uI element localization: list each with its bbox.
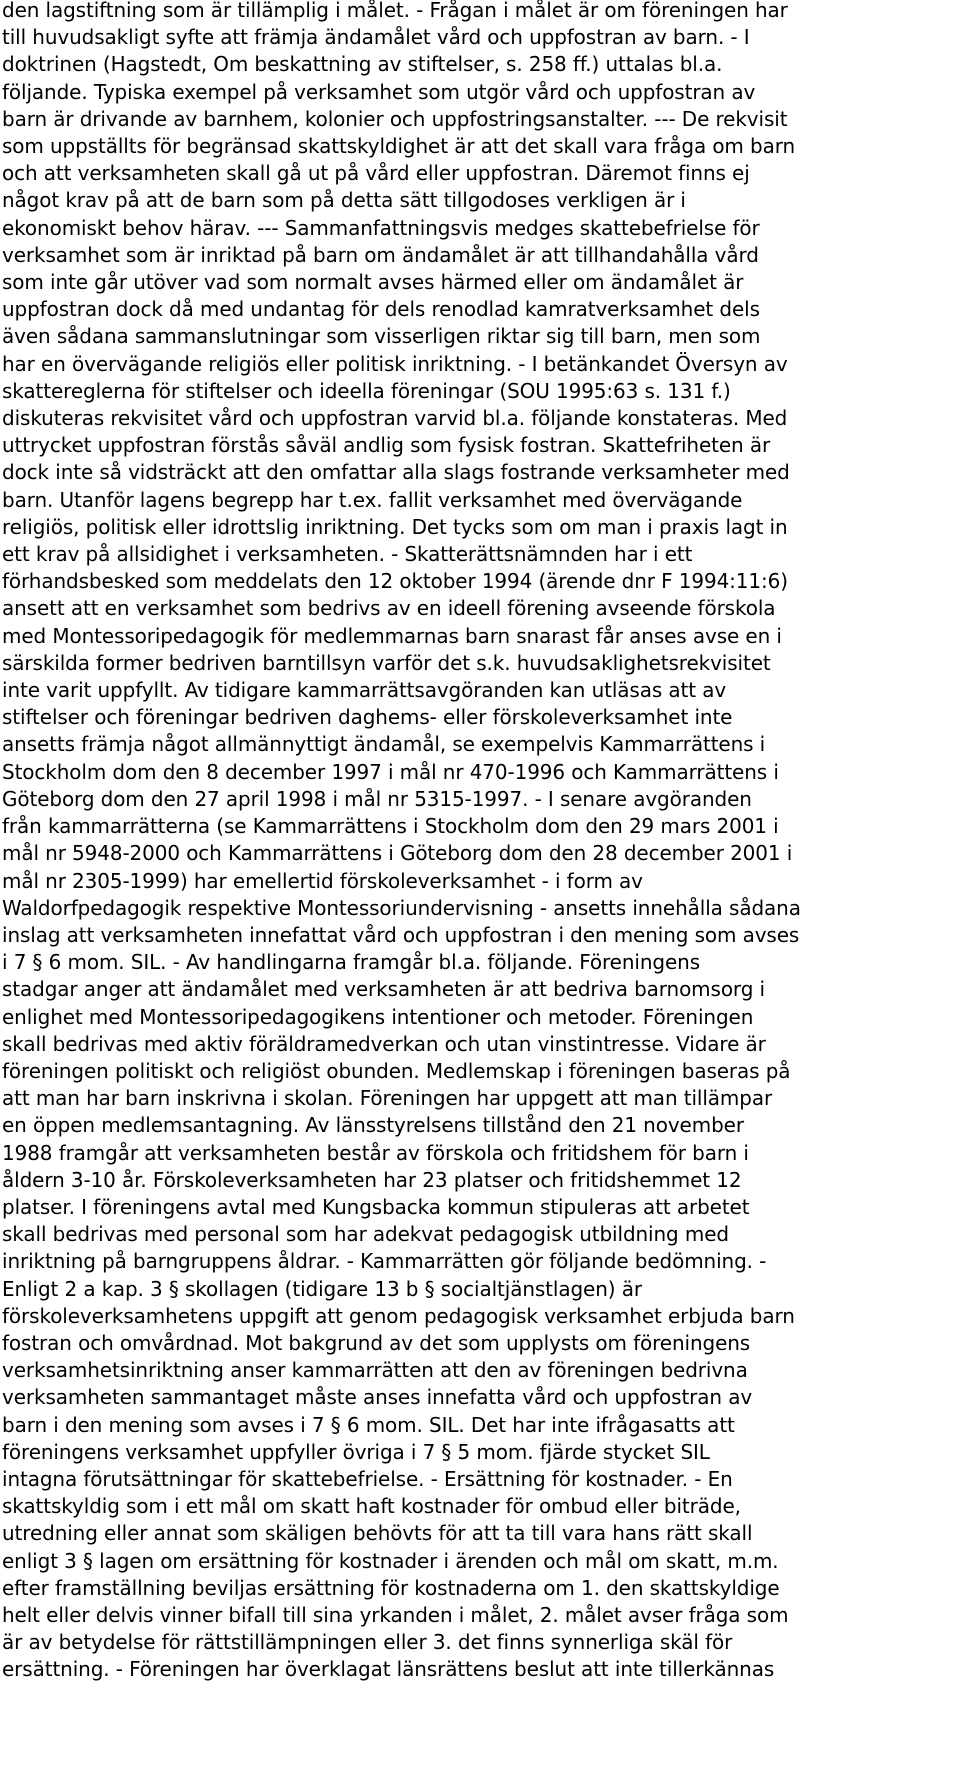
text-line: helt eller delvis vinner bifall till sina yrkanden i målet, 2. målet avser fråga som (2, 1602, 789, 1627)
text-line: förskoleverksamhetens uppgift att genom pedagogisk verksamhet erbjuda barn (2, 1303, 795, 1328)
text-line: skall bedrivas med personal som har adekvat pedagogisk utbildning med (2, 1222, 729, 1247)
text-line: följande. Typiska exempel på verksamhet som utgör vård och uppfostran av (2, 79, 756, 104)
text-line: uttrycket uppfostran förstås såväl andlig som fysisk fostran. Skattefriheten är (2, 433, 771, 458)
text-line: är av betydelse för rättstillämpningen eller 3. det finns synnerliga skäl för (2, 1630, 733, 1655)
text-line: ersättning. - Föreningen har överklagat länsrättens beslut att inte tillerkännas (2, 1657, 775, 1682)
text-line: åldern 3-10 år. Förskoleverksamheten har 23 platser och fritidshemmet 12 (2, 1167, 742, 1192)
text-line: mål nr 5948-2000 och Kammarrättens i Göteborg dom den 28 december 2001 i (2, 841, 793, 866)
text-line: barn i den mening som avses i 7 § 6 mom. SIL. Det har inte ifrågasatts att (2, 1412, 735, 1437)
text-line: som inte går utöver vad som normalt avses härmed eller om ändamålet är (2, 270, 744, 295)
text-line: verksamheten sammantaget måste anses innefatta vård och uppfostran av (2, 1385, 753, 1410)
text-line: barn är drivande av barnhem, kolonier och uppfostringsanstalter. --- De rekvisit (2, 106, 788, 131)
text-line: barn. Utanför lagens begrepp har t.ex. fallit verksamhet med övervägande (2, 487, 743, 512)
text-line: särskilda former bedriven barntillsyn varför det s.k. huvudsaklighetsrekvisitet (2, 650, 771, 675)
text-line: diskuteras rekvisitet vård och uppfostran varvid bl.a. följande konstateras. Med (2, 406, 788, 431)
text-line: något krav på att de barn som på detta sätt tillgodoses verkligen är i (2, 188, 686, 213)
text-line: dock inte så vidsträckt att den omfattar alla slags fostrande verksamheter med (2, 460, 790, 485)
text-line: inriktning på barngruppens åldrar. - Kammarrätten gör följande bedömning. - (2, 1249, 767, 1274)
text-line: den lagstiftning som är tillämplig i målet. - Frågan i målet är om föreningen har (2, 0, 788, 22)
text-line: i 7 § 6 mom. SIL. - Av handlingarna framgår bl.a. följande. Föreningens (2, 950, 701, 975)
text-line: Göteborg dom den 27 april 1998 i mål nr 5315-1997. - I senare avgöranden (2, 786, 752, 811)
text-line: utredning eller annat som skäligen behövts för att ta till vara hans rätt skall (2, 1521, 753, 1546)
text-line: Waldorfpedagogik respektive Montessoriundervisning - ansetts innehålla sådana (2, 895, 801, 920)
text-line: mål nr 2305-1999) har emellertid förskoleverksamhet - i form av (2, 868, 643, 893)
text-line: inte varit uppfyllt. Av tidigare kammarrättsavgöranden kan utläsas att av (2, 678, 727, 703)
text-line: skall bedrivas med aktiv föräldramedverkan och utan vinstintresse. Vidare är (2, 1031, 766, 1056)
text-line: med Montessoripedagogik för medlemmarnas barn snarast får anses avse en i (2, 623, 782, 648)
text-line: uppfostran dock då med undantag för dels renodlad kamratverksamhet dels (2, 297, 760, 322)
text-line: ett krav på allsidighet i verksamheten. - Skatterättsnämnden har i ett (2, 542, 693, 567)
text-line: föreningen politiskt och religiöst obunden. Medlemskap i föreningen baseras på (2, 1058, 791, 1083)
text-line: har en övervägande religiös eller politisk inriktning. - I betänkandet Översyn av (2, 351, 788, 376)
text-line: enlighet med Montessoripedagogikens intentioner och metoder. Föreningen (2, 1004, 754, 1029)
text-line: ekonomiskt behov härav. --- Sammanfattningsvis medges skattebefrielse för (2, 215, 760, 240)
text-line: inslag att verksamheten innefattat vård och uppfostran i den mening som avses (2, 922, 800, 947)
text-line: Enligt 2 a kap. 3 § skollagen (tidigare 13 b § socialtjänstlagen) är (2, 1276, 642, 1301)
text-line: från kammarrätterna (se Kammarrättens i Stockholm dom den 29 mars 2001 i (2, 814, 779, 839)
text-line: stadgar anger att ändamålet med verksamheten är att bedriva barnomsorg i (2, 977, 765, 1002)
text-line: efter framställning beviljas ersättning för kostnaderna om 1. den skattskyldige (2, 1575, 780, 1600)
text-line: till huvudsakligt syfte att främja ändamålet vård och uppfostran av barn. - I (2, 25, 750, 50)
text-line: Stockholm dom den 8 december 1997 i mål nr 470-1996 och Kammarrättens i (2, 759, 779, 784)
document-body-text (2, 0, 958, 1684)
text-line: en öppen medlemsantagning. Av länsstyrelsens tillstånd den 21 november (2, 1113, 744, 1138)
text-line: föreningens verksamhet uppfyller övriga i 7 § 5 mom. fjärde stycket SIL (2, 1439, 710, 1464)
text-line: religiös, politisk eller idrottslig inriktning. Det tycks som om man i praxis lagt in (2, 514, 788, 539)
text-line: som uppställts för begränsad skattskyldighet är att det skall vara fråga om barn (2, 134, 796, 159)
text-line: förhandsbesked som meddelats den 12 oktober 1994 (ärende dnr F 1994:11:6) (2, 569, 788, 594)
text-line: verksamhetsinriktning anser kammarrätten att den av föreningen bedrivna (2, 1358, 748, 1383)
text-line: platser. I föreningens avtal med Kungsbacka kommun stipuleras att arbetet (2, 1194, 750, 1219)
text-line: skattereglerna för stiftelser och ideella föreningar (SOU 1995:63 s. 131 f.) (2, 378, 731, 403)
text-line: ansett att en verksamhet som bedrivs av en ideell förening avseende förskola (2, 596, 776, 621)
text-line: och att verksamheten skall gå ut på vård eller uppfostran. Däremot finns ej (2, 161, 750, 186)
text-line: även sådana sammanslutningar som visserligen riktar sig till barn, men som (2, 324, 761, 349)
text-line: ansetts främja något allmännyttigt ändamål, se exempelvis Kammarrättens i (2, 732, 766, 757)
text-line: fostran och omvårdnad. Mot bakgrund av det som upplysts om föreningens (2, 1330, 751, 1355)
text-line: 1988 framgår att verksamheten består av förskola och fritidshem för barn i (2, 1140, 749, 1165)
text-line: stiftelser och föreningar bedriven daghems- eller förskoleverksamhet inte (2, 705, 733, 730)
text-line: verksamhet som är inriktad på barn om ändamålet är att tillhandahålla vård (2, 242, 759, 267)
text-line: enligt 3 § lagen om ersättning för kostnader i ärenden och mål om skatt, m.m. (2, 1548, 779, 1573)
text-line: doktrinen (Hagstedt, Om beskattning av stiftelser, s. 258 ff.) uttalas bl.a. (2, 52, 723, 77)
text-line: skattskyldig som i ett mål om skatt haft kostnader för ombud eller biträde, (2, 1494, 741, 1519)
text-line: att man har barn inskrivna i skolan. Föreningen har uppgett att man tillämpar (2, 1086, 773, 1111)
text-line: intagna förutsättningar för skattebefrielse. - Ersättning för kostnader. - En (2, 1466, 733, 1491)
